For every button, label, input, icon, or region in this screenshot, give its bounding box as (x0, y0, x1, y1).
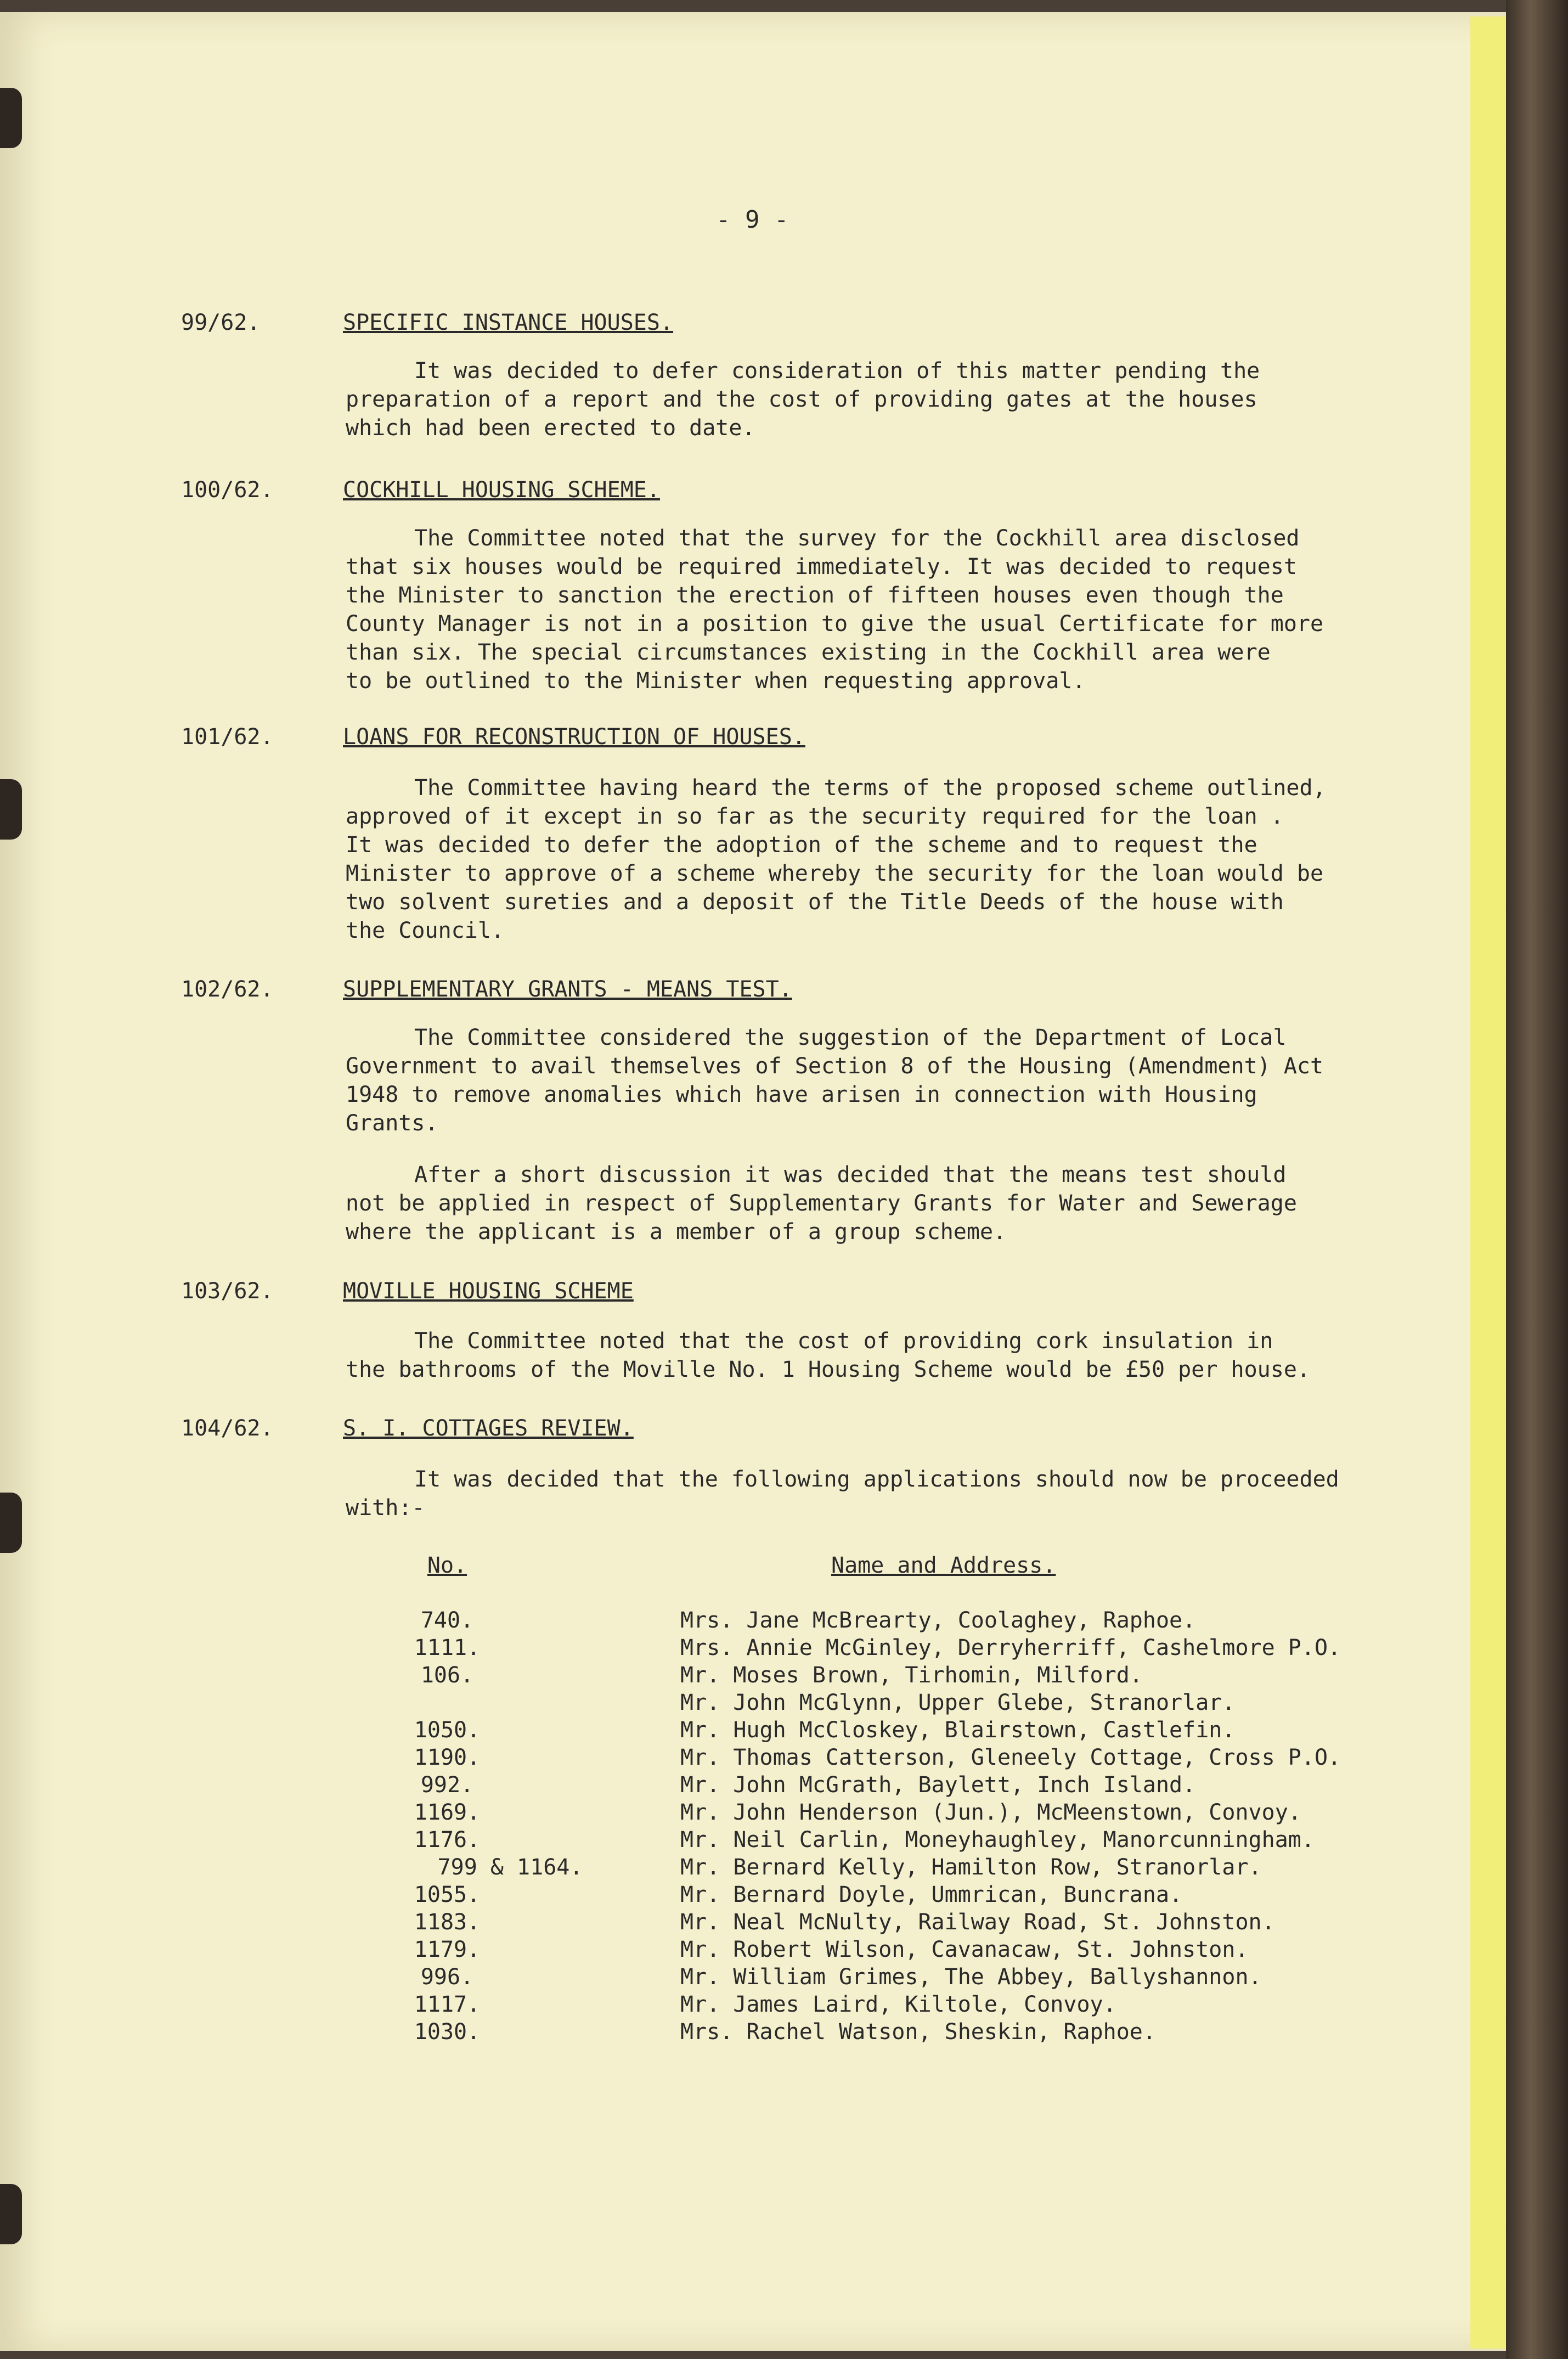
table-cell-no: 1050. (414, 1718, 481, 1743)
minute-heading: COCKHILL HOUSING SCHEME. (343, 477, 660, 503)
text-line: Government to avail themselves of Section 8 of the Housing (Amendment) Act (346, 1054, 1324, 1079)
table-cell-name: Mr. James Laird, Kiltole, Convoy. (680, 1992, 1116, 2017)
binding-ring (0, 2184, 22, 2244)
minute-heading: S. I. COTTAGES REVIEW. (343, 1416, 634, 1441)
minute-heading: LOANS FOR RECONSTRUCTION OF HOUSES. (343, 724, 805, 750)
text-line: the Minister to sanction the erection of fifteen houses even though the (346, 583, 1284, 608)
binding-ring (0, 88, 22, 148)
minute-paragraph (346, 1161, 1297, 1246)
book-binding (1506, 0, 1568, 2359)
minute-number: 100/62. (181, 477, 274, 503)
text-line: Minister to approve of a scheme whereby the security for the loan would be (346, 861, 1324, 886)
text-line: with:- (346, 1495, 425, 1521)
table-cell-no: 1183. (414, 1910, 481, 1935)
text-line: preparation of a report and the cost of providing gates at the houses (346, 387, 1257, 412)
text-line: that six houses would be required immediately. It was decided to request (346, 554, 1297, 579)
minute-heading: SUPPLEMENTARY GRANTS - MEANS TEST. (343, 977, 792, 1002)
table-cell-name: Mr. John McGlynn, Upper Glebe, Stranorlar. (680, 1690, 1236, 1715)
text-line: The Committee noted that the cost of providing cork insulation in (414, 1328, 1273, 1354)
text-line: It was decided that the following applications should now be proceeded (414, 1467, 1339, 1492)
text-line: The Committee having heard the terms of the proposed scheme outlined, (414, 775, 1326, 801)
page-edge-strip (1470, 16, 1509, 2349)
binding-ring (0, 1493, 22, 1553)
table-cell-name: Mr. William Grimes, The Abbey, Ballyshannon. (680, 1964, 1262, 1990)
text-line: not be applied in respect of Supplementary Grants for Water and Sewerage (346, 1191, 1297, 1216)
table-cell-no: 992. (420, 1772, 474, 1798)
table-cell-name: Mr. Neal McNulty, Railway Road, St. Johnston. (680, 1910, 1275, 1935)
text-line: The Committee noted that the survey for the Cockhill area disclosed (414, 526, 1300, 551)
table-cell-name: Mr. John Henderson (Jun.), McMeenstown, Convoy. (680, 1800, 1301, 1825)
table-cell-name: Mr. Neil Carlin, Moneyhaughley, Manorcunningham. (680, 1827, 1315, 1853)
minute-number: 101/62. (181, 724, 274, 750)
text-line: approved of it except in so far as the security required for the loan . (346, 804, 1284, 829)
text-line: It was decided to defer the adoption of the scheme and to request the (346, 832, 1257, 858)
text-line: The Committee considered the suggestion of the Department of Local (414, 1025, 1287, 1050)
minute-number: 104/62. (181, 1416, 274, 1441)
table-header-no: No. (427, 1553, 467, 1578)
text-line: the bathrooms of the Moville No. 1 Housing Scheme would be £50 per house. (346, 1357, 1310, 1382)
table-cell-no: 1111. (414, 1635, 481, 1660)
table-header-name: Name and Address. (831, 1553, 1056, 1578)
text-line: the Council. (346, 918, 504, 943)
page-number: - 9 - (716, 206, 789, 234)
table-cell-name: Mr. Robert Wilson, Cavanacaw, St. Johnston. (680, 1937, 1249, 1962)
table-cell-no: 1055. (414, 1882, 481, 1907)
text-line: After a short discussion it was decided that the means test should (414, 1162, 1287, 1187)
text-line: where the applicant is a member of a group scheme. (346, 1219, 1007, 1245)
table-cell-no: 740. (420, 1608, 474, 1633)
table-cell-name: Mr. Hugh McCloskey, Blairstown, Castlefin. (680, 1718, 1236, 1743)
table-cell-no: 1030. (414, 2019, 481, 2045)
minute-paragraph (346, 357, 1260, 442)
table-cell-no: 799 & 1164. (437, 1855, 583, 1880)
minute-paragraph (346, 1465, 1339, 1522)
minute-number: 102/62. (181, 977, 274, 1002)
minute-number: 103/62. (181, 1279, 274, 1304)
table-cell-name: Mr. Bernard Doyle, Ummrican, Buncrana. (680, 1882, 1183, 1907)
text-line: It was decided to defer consideration of this matter pending the (414, 358, 1260, 384)
table-cell-no: 1190. (414, 1745, 481, 1770)
table-cell-name: Mrs. Jane McBrearty, Coolaghey, Raphoe. (680, 1608, 1196, 1633)
binding-ring (0, 779, 22, 840)
text-line: than six. The special circumstances existing in the Cockhill area were (346, 640, 1271, 665)
table-cell-name: Mrs. Rachel Watson, Sheskin, Raphoe. (680, 2019, 1156, 2045)
text-line: Grants. (346, 1111, 438, 1136)
minute-paragraph (346, 774, 1326, 945)
text-line: County Manager is not in a position to give the usual Certificate for more (346, 611, 1324, 637)
text-line: which had been erected to date. (346, 415, 755, 441)
minute-number: 99/62. (181, 310, 261, 335)
minute-paragraph (346, 524, 1323, 695)
minute-paragraph (346, 1327, 1310, 1384)
text-line: two solvent sureties and a deposit of the Title Deeds of the house with (346, 889, 1284, 915)
minute-heading: MOVILLE HOUSING SCHEME (343, 1279, 634, 1304)
table-cell-no: 106. (420, 1663, 474, 1688)
table-cell-no: 1117. (414, 1992, 481, 2017)
minute-paragraph (346, 1023, 1323, 1138)
text-line: 1948 to remove anomalies which have arisen in connection with Housing (346, 1082, 1257, 1107)
table-cell-name: Mrs. Annie McGinley, Derryherriff, Cashelmore P.O. (680, 1635, 1341, 1660)
table-cell-no: 996. (420, 1964, 474, 1990)
table-cell-name: Mr. John McGrath, Baylett, Inch Island. (680, 1772, 1196, 1798)
table-cell-name: Mr. Bernard Kelly, Hamilton Row, Stranorlar. (680, 1855, 1262, 1880)
table-cell-no: 1176. (414, 1827, 481, 1853)
table-cell-no: 1169. (414, 1800, 481, 1825)
table-cell-no: 1179. (414, 1937, 481, 1962)
table-cell-name: Mr. Moses Brown, Tirhomin, Milford. (680, 1663, 1143, 1688)
minute-heading: SPECIFIC INSTANCE HOUSES. (343, 310, 674, 335)
table-cell-name: Mr. Thomas Catterson, Gleneely Cottage, Cross P.O. (680, 1745, 1341, 1770)
text-line: to be outlined to the Minister when requesting approval. (346, 668, 1086, 694)
